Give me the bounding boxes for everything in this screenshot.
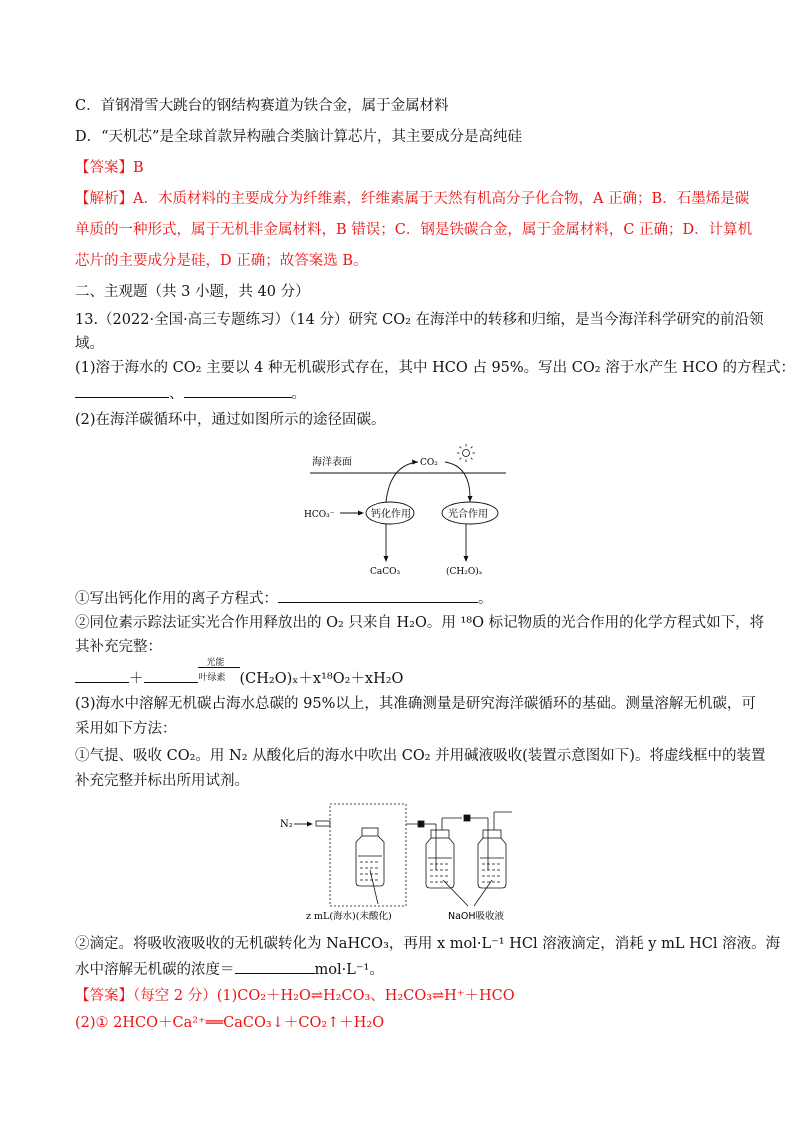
section-header: 二、主观题（共 3 小题，共 40 分）	[75, 284, 310, 300]
blank-4[interactable]	[75, 668, 129, 683]
ch2o-label: (CH₂O)ₓ	[446, 567, 483, 577]
unit: mol·L⁻¹。	[314, 962, 384, 978]
naoh-label: NaOH吸收液	[448, 911, 505, 922]
analysis-line-2: 单质的一种形式，属于无机非金属材料，B 错误；C．钢是铁碳合金，属于金属材料，C 正确；D．计算机	[75, 222, 753, 238]
reaction-condition-top: 光能	[206, 658, 225, 668]
ocean-carbon-diagram	[300, 440, 530, 580]
photosynthesis-equation	[75, 658, 404, 689]
q13-part3-q2-b	[75, 959, 384, 980]
answer-2-line-1	[75, 986, 515, 1006]
sun-icon	[457, 444, 475, 462]
n2-label: N₂	[280, 819, 293, 830]
reaction-arrow	[198, 658, 240, 683]
answer-2-line-2: (2)① 2HCO＋Ca²⁺══CaCO₃↓＋CO₂↑＋H₂O	[75, 1015, 385, 1031]
q13-part2-q2-b: 其补充完整：	[75, 639, 162, 655]
gas-absorption-apparatus	[278, 800, 536, 928]
connecting-tubes	[406, 812, 512, 870]
answer-1	[75, 158, 144, 178]
answer-label: 【答案】	[75, 160, 133, 176]
q13-stem-1: 13.（2022·全国·高三专题练习）（14 分）研究 CO₂ 在海洋中的转移和归缩，是当今海洋科学研究的前沿领	[75, 312, 764, 328]
answer-2-note: （每空 2 分）	[133, 988, 217, 1004]
q13-part1-blanks	[75, 383, 306, 404]
caco3-label: CaCO₃	[370, 567, 401, 577]
option-d: D．“天机芯”是全球首款异构融合类脑计算芯片，其主要成分是高纯硅	[75, 129, 522, 145]
q13-part3-q1-a: ①气提、吸收 CO₂。用 N₂ 从酸化后的海水中吹出 CO₂ 并用碱液吸收(装置示意图如下)。将虚线框中的装置	[75, 748, 766, 764]
co2-release-arrow	[386, 462, 418, 502]
q13-part2: (2)在海洋碳循环中，通过如图所示的途径固碳。	[75, 412, 386, 428]
answer-2-label: 【答案】	[75, 988, 133, 1004]
co2-label: CO₂	[420, 458, 438, 468]
equation-products: (CH₂O)ₓ＋x¹⁸O₂＋xH₂O	[239, 671, 404, 687]
calcification-label: 钙化作用	[371, 509, 411, 520]
dashed-box	[330, 804, 406, 906]
q13-part2-q1	[75, 588, 493, 609]
plus-sign: ＋	[129, 671, 144, 687]
option-c: C．首钢滑雪大跳台的钢结构赛道为铁合金，属于金属材料	[75, 98, 449, 114]
analysis-line-3: 芯片的主要成分是硅，D 正确；故答案选 B。	[75, 253, 368, 269]
blank-6[interactable]	[235, 959, 315, 974]
analysis-text-1: A．木质材料的主要成分为纤维素，纤维素属于天然有机高分子化合物，A 正确；B．石墨烯是碳	[133, 191, 750, 207]
period: 。	[291, 386, 306, 402]
analysis-line-1	[75, 189, 749, 209]
q13-part2-q2-a: ②同位素示踪法证实光合作用释放出的 O₂ 只来自 H₂O。用 ¹⁸O 标记物质的光合作用的化学方程式如下，将	[75, 615, 765, 631]
photosynthesis-label: 光合作用	[448, 509, 488, 520]
q13-part1: (1)溶于海水的 CO₂ 主要以 4 种无机碳形式存在，其中 HCO 占 95%。写出 CO₂ 溶于水产生 HCO 的方程式：	[75, 360, 796, 376]
analysis-label: 【解析】	[75, 191, 133, 207]
blank-5[interactable]	[144, 668, 198, 683]
q13-part3-a: (3)海水中溶解无机碳占海水总碳的 95%以上，其准确测量是研究海洋碳循环的基础。测量溶解无机碳，可	[75, 696, 756, 712]
answer-value: B	[133, 160, 144, 176]
q13-part3-b: 采用如下方法：	[75, 721, 177, 737]
seawater-bottle	[356, 828, 384, 904]
co2-uptake-arrow	[445, 462, 470, 498]
reaction-condition-bottom: 叶绿素	[198, 673, 226, 683]
naoh-bottle-1	[426, 830, 454, 888]
q13-part3-q2-a: ②滴定。将吸收液吸收的无机碳转化为 NaHCO₃，再用 x mol·L⁻¹ HCl 溶液滴定，消耗 y mL HCl 溶液。海	[75, 936, 781, 952]
separator: 、	[169, 386, 184, 402]
sea-surface-label: 海洋表面	[312, 457, 352, 468]
seawater-label: z mL(海水)(未酸化)	[306, 911, 392, 922]
period: 。	[478, 591, 493, 607]
naoh-bottle-2	[478, 830, 506, 888]
q13-part3-q1-b: 补充完整并标出所用试剂。	[75, 773, 249, 789]
answer-2-part1: (1)CO₂＋H₂O⇌H₂CO₃、H₂CO₃⇌H⁺＋HCO	[216, 988, 515, 1004]
blank-2[interactable]	[184, 383, 292, 398]
blank-3[interactable]	[278, 588, 478, 603]
q13-stem-2: 域。	[75, 336, 104, 352]
blank-1[interactable]	[75, 383, 169, 398]
inlet-tube	[316, 821, 330, 826]
hco3-label: HCO₃⁻	[304, 510, 335, 520]
q13-part3-q2-b-text: 水中溶解无机碳的浓度＝	[75, 962, 235, 978]
q13-part2-q1-text: ①写出钙化作用的离子方程式：	[75, 591, 278, 607]
